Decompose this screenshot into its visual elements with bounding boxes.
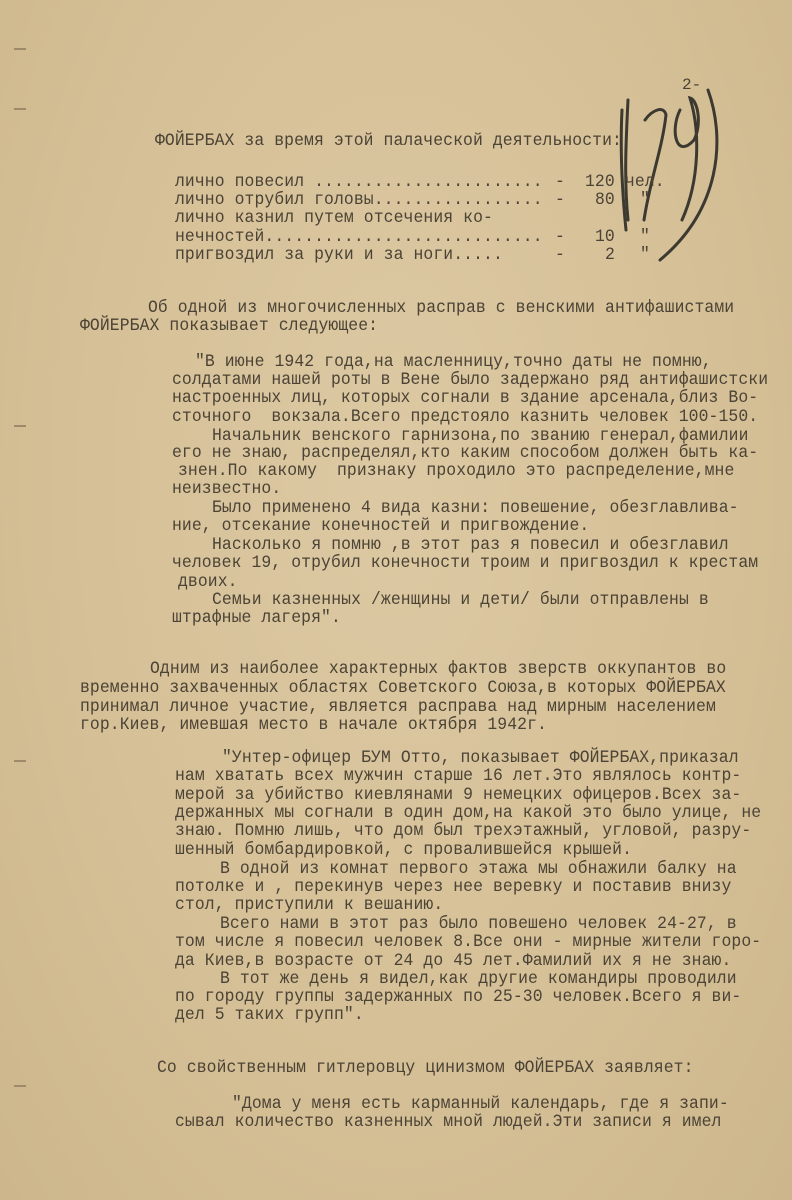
text-line: знен.По какому признаку проходило это распределение,мне bbox=[178, 459, 735, 481]
page-number: 2- bbox=[682, 76, 702, 94]
text-line: гор.Киев, имевшая место в начале октября 1942г. bbox=[80, 713, 547, 735]
tally-value: 2 bbox=[605, 243, 615, 265]
text-line: Об одной из многочисленных расправ с венскими антифашистами bbox=[148, 296, 735, 318]
text-line: да Киев,в возрасте от 24 до 45 лет.Фамилий их я не знаю. bbox=[175, 949, 732, 971]
heading: ФОЙЕРБАХ за время этой палаческой деятельности: bbox=[155, 129, 622, 151]
tally-unit: " bbox=[640, 243, 650, 265]
tally-value: 10 bbox=[595, 225, 615, 247]
tally-unit: " bbox=[640, 225, 650, 247]
text-line: шенный бомбардировкой, с провалившейся крышей. bbox=[175, 838, 633, 860]
text-line: "Дома у меня есть карманный календарь, где я запи- bbox=[232, 1092, 729, 1114]
text-line: неизвестно. bbox=[172, 477, 282, 499]
handwritten-annotation-icon bbox=[600, 70, 730, 270]
punch-mark bbox=[14, 1085, 26, 1087]
tally-dash: - bbox=[555, 170, 565, 192]
tally-dash: - bbox=[555, 243, 565, 265]
punch-mark bbox=[14, 425, 26, 427]
text-line: штрафные лагеря". bbox=[172, 606, 341, 628]
text-line: принимал личное участие, является расправа над мирным населением bbox=[80, 695, 716, 717]
tally-unit: " bbox=[640, 188, 650, 210]
text-line: знаю. Помню лишь, что дом был трехэтажный, угловой, разру- bbox=[175, 819, 752, 841]
text-line: человек 19, отрубил конечности троим и пригвоздил к крестам bbox=[172, 551, 759, 573]
text-line: по городу группы задержанных по 25-30 человек.Всего я ви- bbox=[175, 985, 742, 1007]
punch-mark bbox=[14, 760, 26, 762]
text-line: сывал количество казненных мной людей.Эти записи я имел bbox=[175, 1110, 722, 1132]
punch-mark bbox=[14, 48, 26, 50]
text-line: солдатами нашей роты в Вене было задержано ряд антифашистски bbox=[172, 368, 769, 390]
tally-value: 120 bbox=[585, 170, 615, 192]
text-line: том числе я повесил человек 8.Все они - мирные жители горо- bbox=[175, 930, 762, 952]
tally-unit: чел. bbox=[625, 170, 665, 192]
text-line: В тот же день я видел,как другие командиры проводили bbox=[220, 967, 737, 989]
tally-label: лично казнил путем отсечения ко- bbox=[175, 206, 493, 228]
text-line: его не знаю, распределял,кто каким способом должен быть ка- bbox=[172, 441, 759, 463]
text-line: держанных мы согнали в один дом,на какой это было улице, не bbox=[175, 801, 762, 823]
text-line: ние, отсекание конечностей и пригвождение. bbox=[172, 514, 590, 536]
tally-label: лично отрубил головы................. bbox=[175, 188, 543, 210]
tally-dash: - bbox=[555, 225, 565, 247]
tally-label: лично повесил ....................... bbox=[175, 170, 543, 192]
text-line: Одним из наиболее характерных фактов зверств оккупантов во bbox=[150, 657, 727, 679]
text-line: двоих. bbox=[178, 570, 238, 592]
text-line: Всего нами в этот раз было повешено человек 24-27, в bbox=[220, 912, 737, 934]
punch-mark bbox=[14, 108, 26, 110]
text-line: "В июне 1942 года,на масленницу,точно даты не помню, bbox=[195, 350, 712, 372]
tally-label: пригвоздил за руки и за ноги..... bbox=[175, 243, 503, 265]
text-line: дел 5 таких групп". bbox=[175, 1003, 364, 1025]
text-line: Семьи казненных /женщины и дети/ были отправлены в bbox=[212, 588, 709, 610]
paragraph-3: Со свойственным гитлеровцу цинизмом ФОЙЕРБАХ заявляет: bbox=[157, 1056, 694, 1078]
tally-label: нечностей............................ bbox=[175, 225, 543, 247]
text-line: В одной из комнат первого этажа мы обнажили балку на bbox=[220, 857, 737, 879]
text-line: мерой за убийство киевлянами 9 немецких офицеров.Всех за- bbox=[175, 783, 742, 805]
text-line: Насколько я помню ,в этот раз я повесил и обезглавил bbox=[212, 533, 729, 555]
text-line: потолке и , перекинув через нее веревку и поставив внизу bbox=[175, 875, 732, 897]
text-line: ФОЙЕРБАХ показывает следующее: bbox=[80, 314, 379, 336]
text-line: стол, приступили к вешанию. bbox=[175, 893, 444, 915]
text-line: сточного вокзала.Всего предстояло казнить человек 100-150. bbox=[172, 405, 759, 427]
tally-dash: - bbox=[555, 188, 565, 210]
text-line: Начальник венского гарнизона,по званию генерал,фамилии bbox=[212, 424, 749, 446]
text-line: Было применено 4 вида казни: повешение, обезглавлива- bbox=[212, 496, 739, 518]
text-line: "Унтер-офицер БУМ Отто, показывает ФОЙЕРБАХ,приказал bbox=[222, 746, 739, 768]
text-line: нам хватать всех мужчин старше 16 лет.Это являлось контр- bbox=[175, 764, 742, 786]
text-line: настроенных лиц, которых согнали в здание арсенала,близ Во- bbox=[172, 386, 759, 408]
tally-value: 80 bbox=[595, 188, 615, 210]
text-line: временно захваченных областях Советского Союза,в которых ФОЙЕРБАХ bbox=[80, 676, 726, 698]
